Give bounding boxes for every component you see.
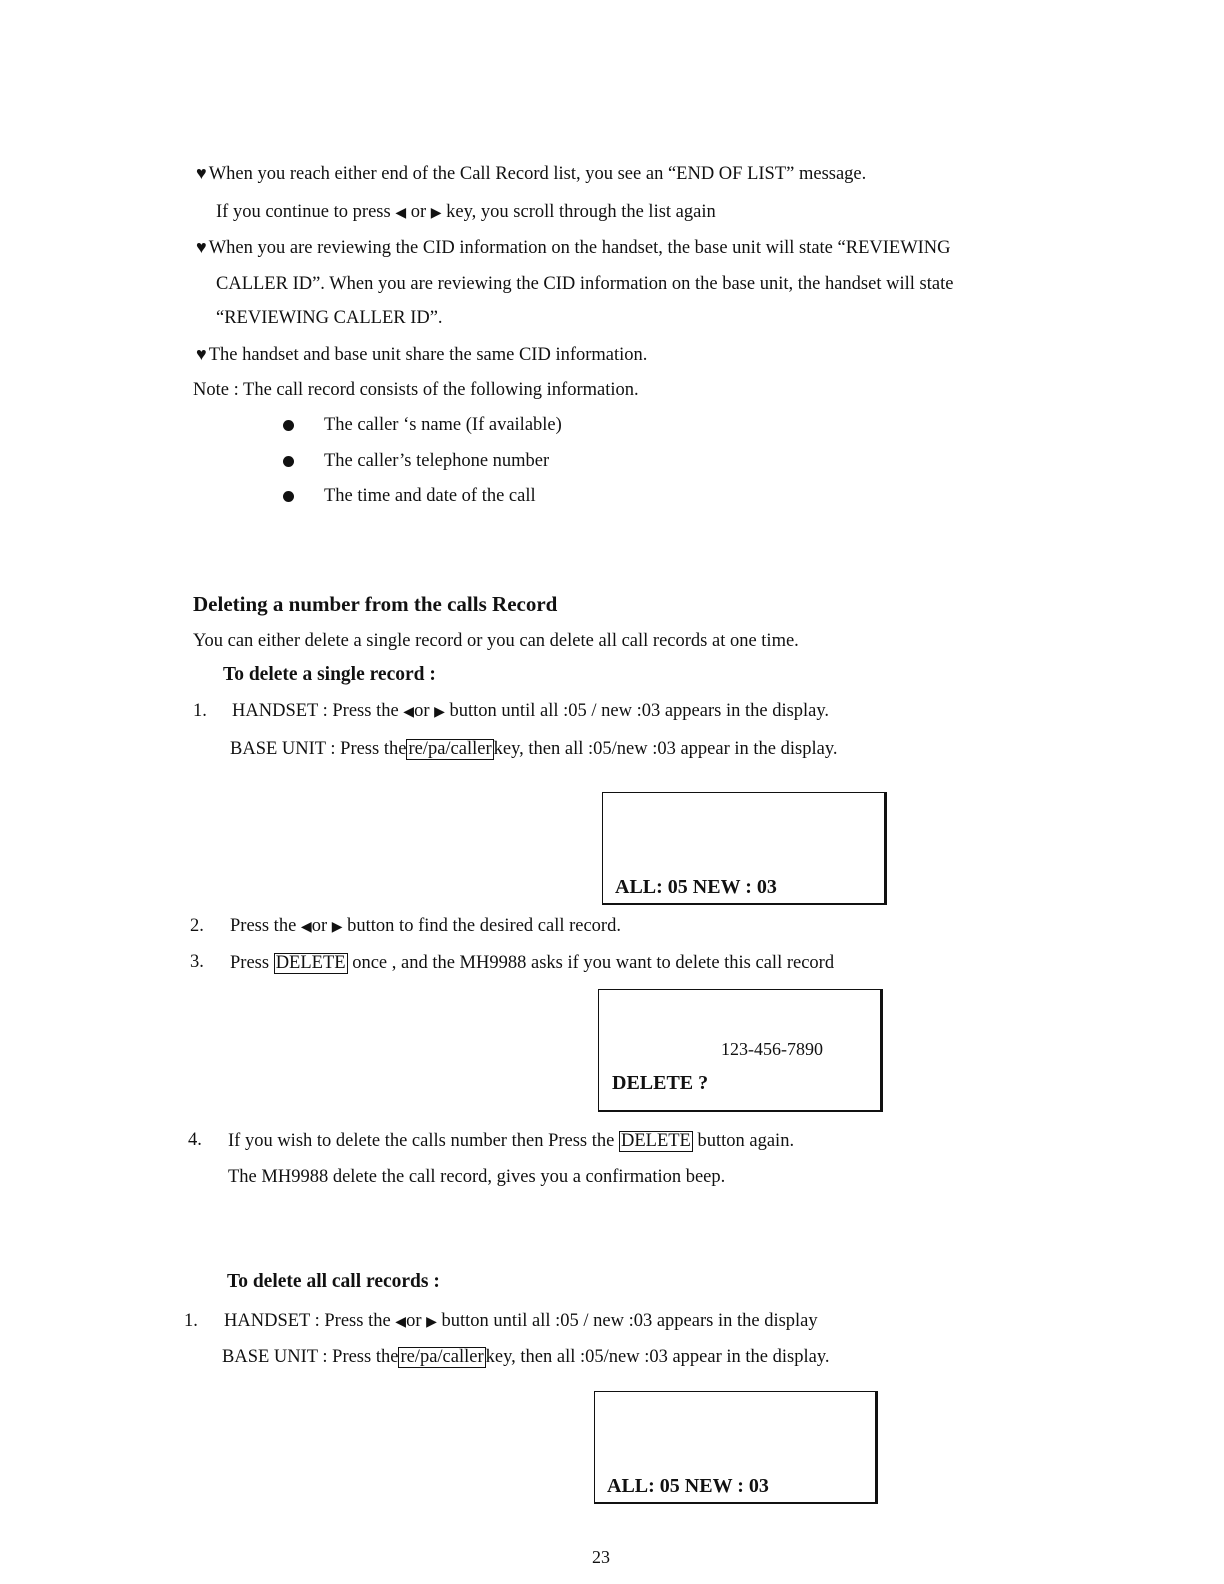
single-step3-number: 3. <box>190 952 204 972</box>
lcd-status-text: ALL: 05 NEW : 03 <box>607 1475 769 1497</box>
right-arrow-icon: ▶ <box>426 1315 437 1330</box>
single-step1-base <box>230 739 838 760</box>
single-step2-number: 2. <box>190 916 204 936</box>
list-bullet-icon <box>283 491 294 502</box>
single-step4-confirm: The MH9988 delete the call record, gives you a confirmation beep. <box>228 1167 726 1187</box>
text-fragment: once , and the MH9988 asks if you want to delete this call record <box>352 953 835 973</box>
lcd-phone-number: 123-456-7890 <box>721 1039 823 1059</box>
note-item-name: The caller ‘s name (If available) <box>324 415 562 435</box>
single-step2-text <box>230 917 621 936</box>
right-arrow-icon: ▶ <box>430 206 442 221</box>
single-record-heading: To delete a single record : <box>223 664 436 685</box>
note-text: Note : The call record consists of the following information. <box>193 380 639 400</box>
section-intro: You can either delete a single record or you can delete all call records at one time. <box>193 631 799 651</box>
heart-bullet-icon: ♥ <box>196 163 207 183</box>
note-item-time: The time and date of the call <box>324 486 536 506</box>
text-fragment: key, then all :05/new :03 appear in the display. <box>485 1347 830 1367</box>
page-number: 23 <box>592 1547 610 1567</box>
list-bullet-icon <box>283 456 294 467</box>
text-fragment: or <box>414 701 430 721</box>
bullet-text: When you are reviewing the CID information on the handset, the base unit will state “REVIEWING <box>208 238 951 258</box>
re-pa-caller-key: re/pa/caller <box>408 739 492 759</box>
text-fragment: or <box>311 916 328 936</box>
note-item-number: The caller’s telephone number <box>324 451 550 471</box>
text-fragment: or <box>410 202 427 222</box>
bullet-reviewing <box>196 238 951 258</box>
all-records-heading: To delete all call records : <box>227 1271 440 1292</box>
delete-key: DELETE <box>620 1131 691 1151</box>
bullet-scroll-line <box>216 203 716 222</box>
text-fragment: button until all :05 / new :03 appears in the display. <box>449 701 830 721</box>
single-step1-handset <box>232 702 829 721</box>
bullet-reviewing-line2: CALLER ID”. When you are reviewing the CID information on the base unit, the handset will state <box>216 274 954 294</box>
text-fragment: button until all :05 / new :03 appears in the display <box>441 1311 818 1331</box>
single-step1-number: 1. <box>193 701 207 721</box>
text-fragment: button to find the desired call record. <box>347 916 621 936</box>
text-fragment: button again. <box>697 1131 795 1151</box>
right-arrow-icon: ▶ <box>434 705 445 720</box>
lcd-status-text: ALL: 05 NEW : 03 <box>615 876 777 898</box>
left-arrow-icon: ◀ <box>395 1315 407 1330</box>
left-arrow-icon: ◀ <box>395 206 407 221</box>
single-step3-text <box>230 953 834 974</box>
left-arrow-icon: ◀ <box>300 920 312 935</box>
lcd-display-delete <box>598 989 883 1112</box>
left-arrow-icon: ◀ <box>403 705 415 720</box>
re-pa-caller-key: re/pa/caller <box>400 1347 484 1367</box>
bullet-text: When you reach either end of the Call Record list, you see an “END OF LIST” message. <box>208 164 867 184</box>
text-fragment: HANDSET : Press the <box>232 701 399 721</box>
text-fragment: Press <box>230 953 270 973</box>
single-step4-text <box>228 1131 794 1152</box>
text-fragment: BASE UNIT : Press the <box>230 739 407 759</box>
lcd-display-all-new-2 <box>594 1391 878 1504</box>
bullet-end-of-list <box>196 164 866 184</box>
all-step1-number: 1. <box>184 1311 198 1331</box>
bullet-reviewing-line3: “REVIEWING CALLER ID”. <box>216 308 443 328</box>
text-fragment: BASE UNIT : Press the <box>222 1347 399 1367</box>
all-step1-handset <box>224 1312 818 1331</box>
bullet-share-cid <box>196 345 647 365</box>
list-bullet-icon <box>283 420 294 431</box>
heart-bullet-icon: ♥ <box>196 237 207 257</box>
text-fragment: HANDSET : Press the <box>224 1311 391 1331</box>
text-fragment: or <box>406 1311 422 1331</box>
single-step4-number: 4. <box>188 1130 202 1150</box>
text-fragment: key, you scroll through the list again <box>446 202 716 222</box>
right-arrow-icon: ▶ <box>331 920 343 935</box>
section-title: Deleting a number from the calls Record <box>193 592 558 616</box>
heart-bullet-icon: ♥ <box>196 344 207 364</box>
lcd-display-all-new <box>602 792 887 905</box>
text-fragment: If you continue to press <box>216 202 391 222</box>
lcd-delete-prompt: DELETE ? <box>612 1072 709 1094</box>
text-fragment: Press the <box>230 916 297 936</box>
delete-key: DELETE <box>275 953 346 973</box>
text-fragment: If you wish to delete the calls number then Press the <box>228 1131 615 1151</box>
all-step1-base <box>222 1347 830 1368</box>
bullet-text: The handset and base unit share the same CID information. <box>208 345 648 365</box>
text-fragment: key, then all :05/new :03 appear in the display. <box>493 739 838 759</box>
